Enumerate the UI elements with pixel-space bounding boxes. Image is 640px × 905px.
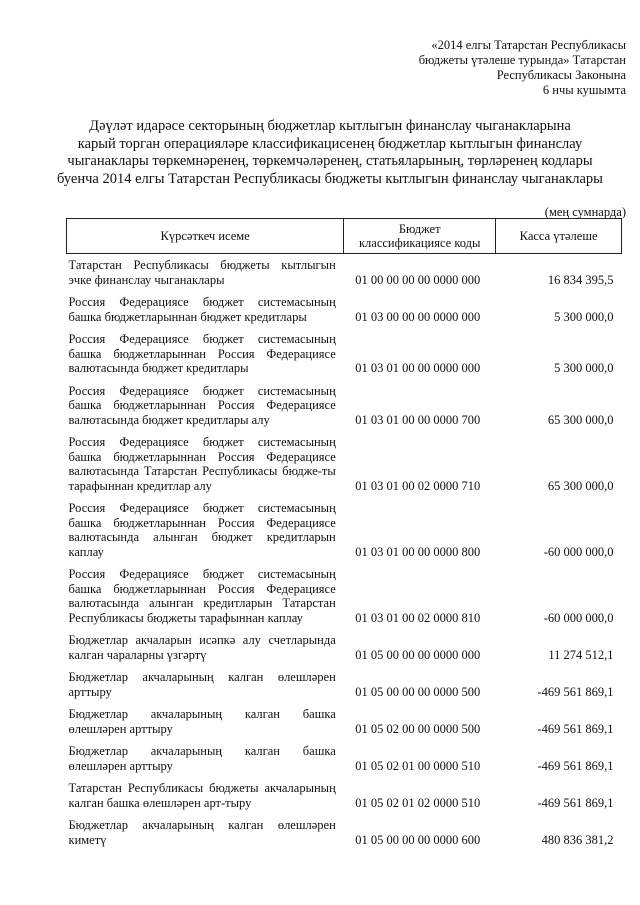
- row-name: Россия Федерациясе бюджет системасының башка бюджетларыннан Россия Федерациясе валютасында алынган кредитларын Татарстан Республикасы бюджеты тарафыннан каплау: [68, 567, 336, 625]
- row-name: Татарстан Республикасы бюджеты кытлыгын эчке финанслау чыганаклары: [68, 258, 336, 287]
- appendix-line: «2014 елгы Татарстан Республикасы: [431, 38, 626, 52]
- header-indicator-name: Күрсәткеч исеме: [67, 219, 344, 254]
- table-row: [67, 563, 622, 629]
- units-note: (мең сумнарда): [544, 205, 626, 219]
- table-row: [67, 380, 622, 432]
- row-value: -469 561 869,1: [537, 758, 614, 773]
- table-row: [67, 328, 622, 380]
- row-value: -469 561 869,1: [537, 721, 614, 736]
- appendix-line: бюджеты үтәлеше турында» Татарстан: [418, 53, 626, 67]
- row-value: -60 000 000,0: [543, 610, 614, 625]
- table-row: [67, 291, 622, 328]
- row-value: 16 834 395,5: [547, 272, 614, 287]
- row-name: Бюджетлар акчаларының калган өлешләрен арттыру: [68, 670, 336, 699]
- document-title: [50, 118, 610, 188]
- row-code: 01 05 02 01 02 0000 510: [355, 795, 481, 810]
- row-code: 01 03 01 00 00 0000 700: [355, 412, 481, 427]
- title-line: чыганаклары төркемнәренең, төркемчәләренең, статьяларының, төрләренең кодлары: [67, 153, 593, 169]
- appendix-line: Республикасы Законына: [496, 68, 626, 82]
- row-code: 01 03 01 00 00 0000 000: [355, 361, 481, 375]
- row-name: Россия Федерациясе бюджет системасының башка бюджетларыннан Россия Федерациясе валютасында алынган бюджет кредитларын каплау: [68, 501, 336, 559]
- row-name: Бюджетлар акчаларының калган башка өлешләрен арттыру: [68, 707, 336, 736]
- title-line: карый торган операцияләре классификацисенең бюджетлар кытлыгын финанслау: [77, 135, 583, 152]
- table-row: [67, 740, 622, 777]
- row-code: 01 03 01 00 02 0000 810: [355, 610, 481, 625]
- row-name: Бюджетлар акчаларының калган өлешләрен киметү: [68, 818, 336, 847]
- row-code: 01 05 02 00 00 0000 500: [355, 721, 481, 736]
- row-code: 01 05 00 00 00 0000 600: [355, 832, 481, 847]
- table-row: [67, 777, 622, 814]
- row-name: Татарстан Республикасы бюджеты акчаларының калган башка өлешләрен арт-тыру: [68, 781, 336, 810]
- table-row: [67, 666, 622, 703]
- row-name: Россия Федерациясе бюджет системасының башка бюджетларыннан Россия Федерациясе валютасында бюджет кредитлары алу: [68, 383, 336, 427]
- row-code: 01 05 02 01 00 0000 510: [355, 758, 481, 773]
- row-value: -469 561 869,1: [537, 684, 614, 699]
- financing-sources-table: [66, 218, 622, 851]
- table-row: [67, 629, 622, 666]
- row-code: 01 03 01 00 00 0000 800: [355, 544, 481, 559]
- row-code: 01 03 00 00 00 0000 000: [355, 309, 481, 324]
- appendix-note: [366, 38, 626, 98]
- row-code: 01 05 00 00 00 0000 000: [355, 647, 481, 662]
- appendix-number: 6 нчы кушымта: [542, 83, 626, 97]
- header-cash-execution: Касса үтәлеше: [496, 219, 622, 254]
- table-row: [67, 814, 622, 851]
- header-classification-code: [344, 219, 496, 254]
- row-value: 5 300 000,0: [554, 309, 614, 324]
- row-value: 11 274 512,1: [548, 647, 614, 662]
- title-line: буенча 2014 елгы Татарстан Республикасы бюджеты кытлыгын финанслау чыганаклары: [57, 170, 603, 187]
- row-name: Бюджетлар акчаларын исәпкә алу счетларында калган чараларны үзгәртү: [68, 633, 336, 662]
- header-code-line: классификациясе коды: [358, 236, 481, 250]
- row-code: 01 03 01 00 02 0000 710: [355, 478, 481, 493]
- table-row: [67, 703, 622, 740]
- row-code: 01 05 00 00 00 0000 500: [355, 684, 481, 699]
- row-name: Россия Федерациясе бюджет системасының башка бюджетларыннан Россия Федерациясе валютасында бюджет кредитлары: [68, 332, 336, 375]
- row-value: 480 836 381,2: [541, 832, 614, 847]
- row-value: -60 000 000,0: [543, 544, 614, 559]
- table-row: [67, 431, 622, 497]
- row-value: -469 561 869,1: [537, 795, 614, 810]
- row-name: Бюджетлар акчаларының калган башка өлешләрен арттыру: [68, 744, 336, 773]
- table-header-row: [67, 219, 622, 254]
- row-code: 01 00 00 00 00 0000 000: [355, 272, 481, 287]
- row-value: 65 300 000,0: [547, 412, 614, 427]
- row-name: Россия Федерациясе бюджет системасының башка бюджетларыннан Россия Федерациясе валютасында Татарстан Республикасы бюдже-ты тарафыннан кредитлар алу: [68, 435, 336, 493]
- row-value: 5 300 000,0: [554, 361, 614, 375]
- table-row: [67, 254, 622, 292]
- row-name: Россия Федерациясе бюджет системасының башка бюджетларыннан бюджет кредитлары: [68, 295, 336, 324]
- title-line: Дәүләт идарәсе секторының бюджетлар кытлыгын финанслау чыганакларына: [89, 118, 571, 134]
- header-code-line: Бюджет: [398, 222, 441, 236]
- table-row: [67, 497, 622, 563]
- row-value: 65 300 000,0: [547, 478, 614, 493]
